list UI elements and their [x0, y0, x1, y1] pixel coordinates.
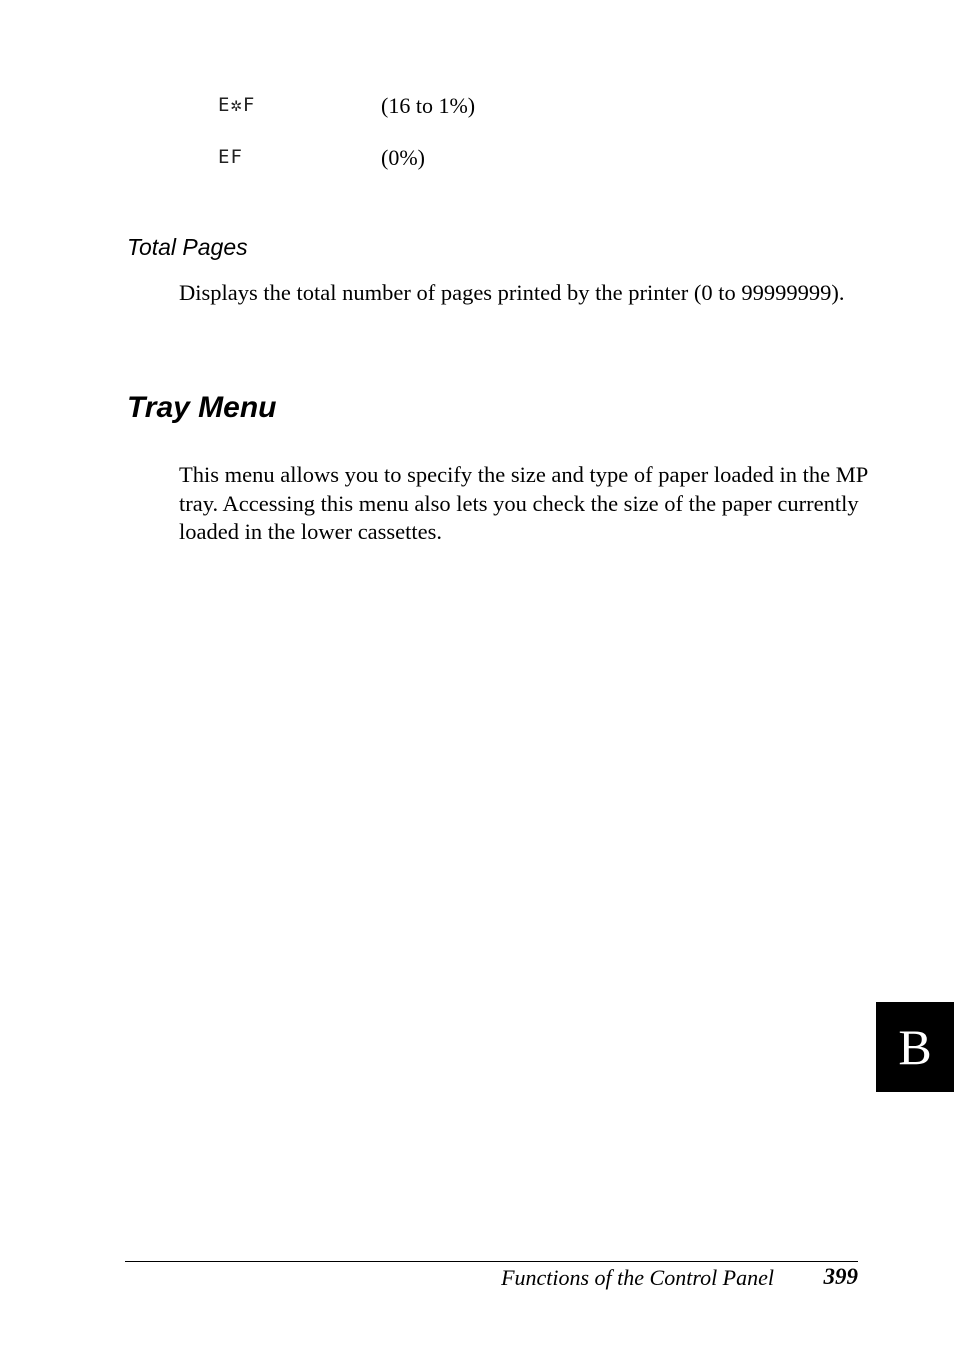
chapter-thumb-tab [876, 1002, 954, 1092]
footer-chapter-title: Functions of the Control Panel [501, 1265, 774, 1290]
lcd-display-description: (16 to 1%) [381, 93, 476, 118]
footer-rule [125, 1261, 858, 1262]
lcd-display-value: E✲F [218, 94, 256, 116]
total-pages-heading: Total Pages [127, 234, 248, 260]
thumb-tab-letter: B [898, 1019, 932, 1075]
total-pages-paragraph: Displays the total number of pages printed by the printer (0 to 99999999). [179, 280, 845, 305]
lcd-display-value: EF [218, 146, 243, 168]
page-number: 399 [823, 1264, 858, 1289]
tray-menu-paragraph: This menu allows you to specify the size and type of paper loaded in the MP tray. Accessing this menu also lets you check the size of the paper currently loaded in the lower cassettes. [179, 462, 868, 544]
lcd-display-description: (0%) [381, 145, 425, 170]
tray-menu-heading: Tray Menu [127, 391, 277, 424]
